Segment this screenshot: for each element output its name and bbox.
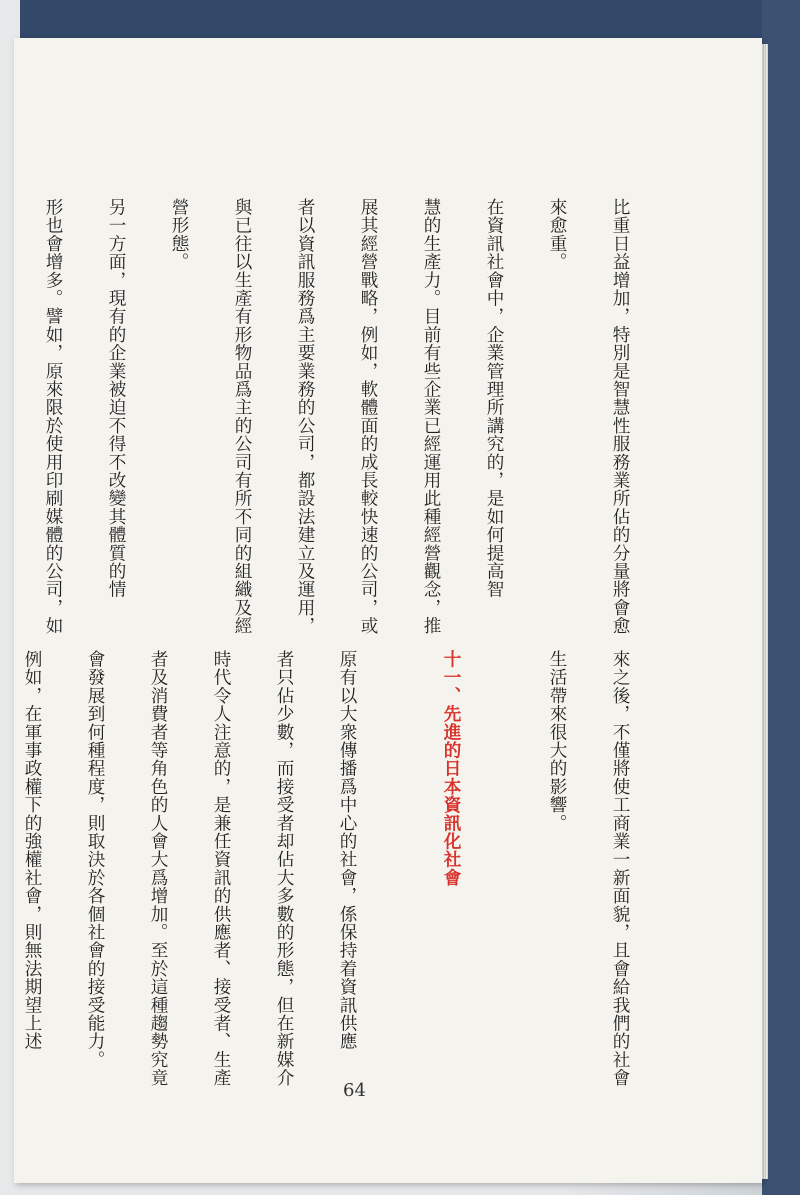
text-line: 者只佔少數，而接受者却佔大多數的形態，但在新媒介 bbox=[274, 650, 294, 1087]
text-line: 者及消費者等角色的人會大爲增加。至於這種趨勢究竟 bbox=[148, 650, 168, 1087]
text-line: 會發展到何種程度，則取決於各個社會的接受能力。 bbox=[85, 650, 105, 1069]
text-line: 營形態。 bbox=[169, 198, 189, 271]
text-line: 來愈重。 bbox=[547, 198, 567, 271]
text-line: 時代令人注意的，是兼任資訊的供應者、接受者、生產 bbox=[211, 650, 231, 1087]
upper-text-block bbox=[43, 198, 672, 635]
text-line: 比重日益增加，特別是智慧性服務業所佔的分量將會愈 bbox=[610, 198, 630, 635]
lower-text-block bbox=[22, 650, 672, 1087]
text-line: 與已往以生產有形物品爲主的公司有所不同的組織及經 bbox=[232, 198, 252, 635]
text-line: 慧的生產力。目前有些企業已經運用此種經營觀念，推 bbox=[421, 198, 441, 635]
section-heading: 十一、先進的日本資訊化社會 bbox=[441, 650, 462, 887]
text-line: 形也會增多。譬如，原來限於使用印刷媒體的公司，如 bbox=[43, 198, 63, 635]
text-line: 生活帶來很大的影響。 bbox=[547, 650, 567, 832]
text-line: 原有以大衆傳播爲中心的社會，係保持着資訊供應 bbox=[337, 650, 357, 1051]
text-line: 者以資訊服務爲主要業務的公司，都設法建立及運用， bbox=[295, 198, 315, 635]
text-line: 另一方面，現有的企業被迫不得不改變其體質的情 bbox=[106, 198, 126, 599]
text-line: 來之後，不僅將使工商業一新面貌，且會給我們的社會 bbox=[610, 650, 630, 1087]
page-number: 64 bbox=[343, 1080, 366, 1101]
text-line: 展其經營戰略，例如，軟體面的成長較快速的公司，或 bbox=[358, 198, 378, 635]
page-edges bbox=[762, 44, 768, 1179]
text-line: 在資訊社會中，企業管理所講究的，是如何提高智 bbox=[484, 198, 504, 599]
text-line: 例如，在軍事政權下的強權社會，則無法期望上述 bbox=[22, 650, 42, 1051]
